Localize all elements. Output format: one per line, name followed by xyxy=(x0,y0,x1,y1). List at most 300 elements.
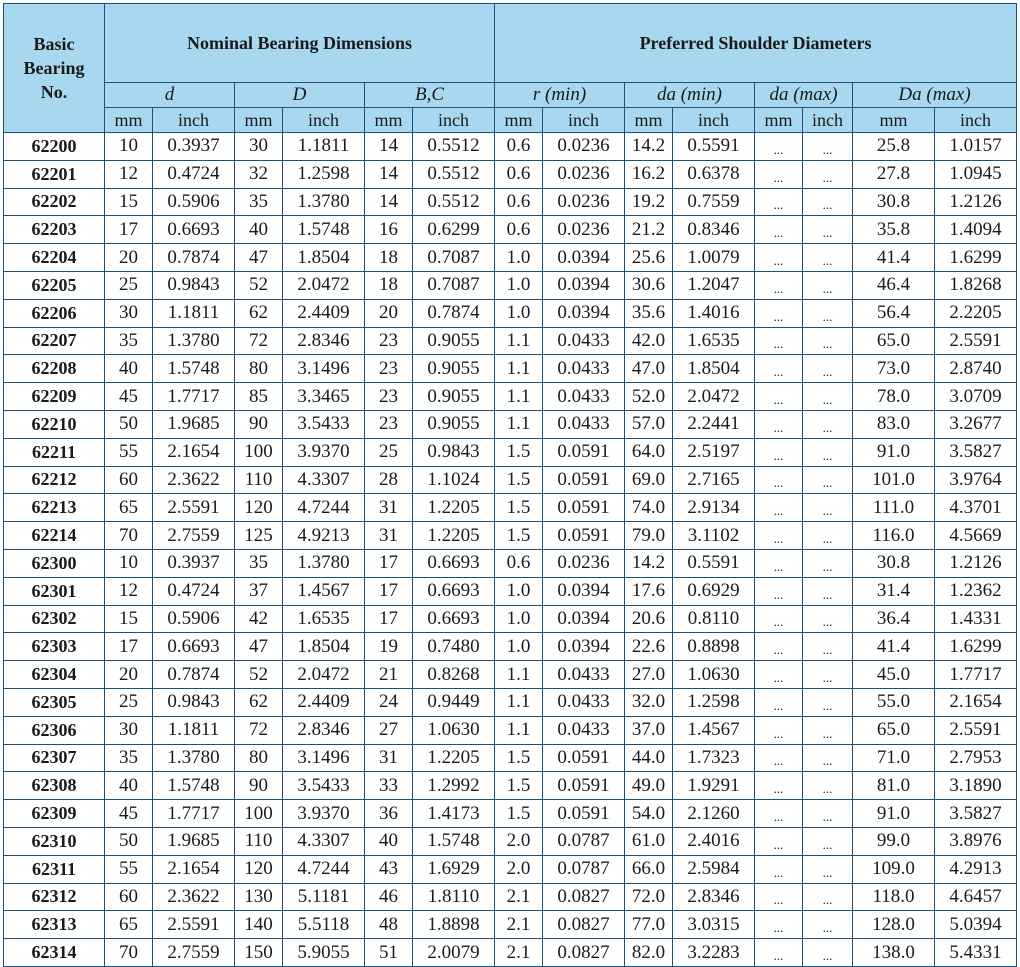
value-cell: 0.0433 xyxy=(543,410,625,438)
value-cell: 31 xyxy=(365,522,413,550)
value-cell: 1.6929 xyxy=(413,855,495,883)
value-cell: 1.6299 xyxy=(935,244,1017,272)
value-cell: 41.4 xyxy=(853,244,935,272)
value-cell: 0.3937 xyxy=(153,133,235,161)
value-cell: 5.9055 xyxy=(283,939,365,967)
value-cell: ... xyxy=(803,494,853,522)
value-cell: 28 xyxy=(365,466,413,494)
value-cell: 20 xyxy=(105,244,153,272)
value-cell: 2.7559 xyxy=(153,522,235,550)
value-cell: 1.0 xyxy=(495,244,543,272)
value-cell: 2.8740 xyxy=(935,355,1017,383)
value-cell: 17 xyxy=(105,216,153,244)
value-cell: ... xyxy=(803,133,853,161)
value-cell: 35 xyxy=(235,188,283,216)
table-row xyxy=(4,244,1017,272)
value-cell: ... xyxy=(755,271,803,299)
value-cell: 37 xyxy=(235,577,283,605)
value-cell: 78.0 xyxy=(853,383,935,411)
value-cell: 2.9134 xyxy=(673,494,755,522)
bearing-number-cell: 62306 xyxy=(4,716,105,744)
value-cell: 118.0 xyxy=(853,883,935,911)
value-cell: 1.3780 xyxy=(153,744,235,772)
bearing-number-cell: 62309 xyxy=(4,800,105,828)
value-cell: 0.6693 xyxy=(153,216,235,244)
value-cell: 1.3780 xyxy=(153,327,235,355)
value-cell: 1.2992 xyxy=(413,772,495,800)
value-cell: 22.6 xyxy=(625,633,673,661)
value-cell: 45.0 xyxy=(853,661,935,689)
value-cell: 16 xyxy=(365,216,413,244)
value-cell: 0.0591 xyxy=(543,466,625,494)
value-cell: ... xyxy=(755,133,803,161)
value-cell: 3.5827 xyxy=(935,800,1017,828)
value-cell: 82.0 xyxy=(625,939,673,967)
value-cell: 0.8110 xyxy=(673,605,755,633)
value-cell: 1.4016 xyxy=(673,299,755,327)
value-cell: 32.0 xyxy=(625,688,673,716)
value-cell: 1.2047 xyxy=(673,271,755,299)
table-row xyxy=(4,438,1017,466)
value-cell: 2.7559 xyxy=(153,939,235,967)
value-cell: 4.5669 xyxy=(935,522,1017,550)
value-cell: 57.0 xyxy=(625,410,673,438)
value-cell: ... xyxy=(803,744,853,772)
value-cell: 4.3307 xyxy=(283,466,365,494)
value-cell: 0.4724 xyxy=(153,160,235,188)
value-cell: 0.0787 xyxy=(543,855,625,883)
value-cell: 0.0591 xyxy=(543,522,625,550)
value-cell: 50 xyxy=(105,410,153,438)
value-cell: 110 xyxy=(235,827,283,855)
table-row xyxy=(4,577,1017,605)
value-cell: 69.0 xyxy=(625,466,673,494)
value-cell: 35 xyxy=(235,549,283,577)
value-cell: 2.0079 xyxy=(413,939,495,967)
basic-bearing-no-label: Basic Bearing No. xyxy=(23,34,85,102)
value-cell: ... xyxy=(755,494,803,522)
nominal-dimensions-header: Nominal Bearing Dimensions xyxy=(105,4,495,83)
value-cell: 1.0 xyxy=(495,633,543,661)
value-cell: 50 xyxy=(105,827,153,855)
value-cell: 1.5748 xyxy=(153,355,235,383)
value-cell: 3.9370 xyxy=(283,438,365,466)
value-cell: 23 xyxy=(365,355,413,383)
value-cell: 0.9843 xyxy=(153,688,235,716)
unit-inch-header: inch xyxy=(283,108,365,133)
value-cell: 0.6 xyxy=(495,133,543,161)
bearing-number-cell: 62200 xyxy=(4,133,105,161)
value-cell: 23 xyxy=(365,410,413,438)
value-cell: 56.4 xyxy=(853,299,935,327)
value-cell: 14.2 xyxy=(625,549,673,577)
value-cell: 1.8504 xyxy=(673,355,755,383)
value-cell: 0.0236 xyxy=(543,216,625,244)
value-cell: 110 xyxy=(235,466,283,494)
bearing-number-cell: 62301 xyxy=(4,577,105,605)
value-cell: 1.1024 xyxy=(413,466,495,494)
table-row xyxy=(4,716,1017,744)
value-cell: 40 xyxy=(105,772,153,800)
value-cell: 0.5906 xyxy=(153,605,235,633)
value-cell: 2.1654 xyxy=(935,688,1017,716)
value-cell: 40 xyxy=(365,827,413,855)
value-cell: 1.1 xyxy=(495,661,543,689)
table-row xyxy=(4,299,1017,327)
value-cell: ... xyxy=(803,800,853,828)
value-cell: ... xyxy=(803,355,853,383)
value-cell: ... xyxy=(755,216,803,244)
value-cell: ... xyxy=(755,355,803,383)
value-cell: 1.1 xyxy=(495,383,543,411)
value-cell: 1.8110 xyxy=(413,883,495,911)
value-cell: 85 xyxy=(235,383,283,411)
value-cell: 1.5 xyxy=(495,772,543,800)
value-cell: 0.7480 xyxy=(413,633,495,661)
value-cell: 52.0 xyxy=(625,383,673,411)
table-row xyxy=(4,494,1017,522)
value-cell: 48 xyxy=(365,911,413,939)
value-cell: 12 xyxy=(105,577,153,605)
value-cell: 1.3780 xyxy=(283,549,365,577)
unit-inch-header: inch xyxy=(413,108,495,133)
value-cell: 36 xyxy=(365,800,413,828)
unit-mm-header: mm xyxy=(365,108,413,133)
value-cell: 0.0827 xyxy=(543,883,625,911)
value-cell: 35.6 xyxy=(625,299,673,327)
value-cell: 0.0787 xyxy=(543,827,625,855)
value-cell: 62 xyxy=(235,299,283,327)
value-cell: 30 xyxy=(235,133,283,161)
value-cell: 2.0472 xyxy=(283,271,365,299)
value-cell: 99.0 xyxy=(853,827,935,855)
value-cell: 4.6457 xyxy=(935,883,1017,911)
table-row xyxy=(4,661,1017,689)
value-cell: 70 xyxy=(105,939,153,967)
value-cell: 65 xyxy=(105,911,153,939)
value-cell: 0.0591 xyxy=(543,744,625,772)
bearing-number-cell: 62213 xyxy=(4,494,105,522)
bearing-number-cell: 62205 xyxy=(4,271,105,299)
value-cell: 120 xyxy=(235,855,283,883)
value-cell: 4.3701 xyxy=(935,494,1017,522)
value-cell: 47.0 xyxy=(625,355,673,383)
value-cell: 25 xyxy=(105,688,153,716)
value-cell: 3.5433 xyxy=(283,410,365,438)
value-cell: 0.9055 xyxy=(413,355,495,383)
value-cell: 42 xyxy=(235,605,283,633)
value-cell: 45 xyxy=(105,383,153,411)
value-cell: 1.6535 xyxy=(673,327,755,355)
unit-mm-header: mm xyxy=(625,108,673,133)
value-cell: 1.1 xyxy=(495,410,543,438)
value-cell: 1.5 xyxy=(495,800,543,828)
bearing-number-cell: 62210 xyxy=(4,410,105,438)
value-cell: 65.0 xyxy=(853,327,935,355)
value-cell: 65.0 xyxy=(853,716,935,744)
bearing-number-cell: 62304 xyxy=(4,661,105,689)
value-cell: 1.3780 xyxy=(283,188,365,216)
value-cell: ... xyxy=(755,244,803,272)
value-cell: 79.0 xyxy=(625,522,673,550)
value-cell: ... xyxy=(803,383,853,411)
value-cell: 0.5591 xyxy=(673,133,755,161)
value-cell: 27.8 xyxy=(853,160,935,188)
value-cell: 2.5197 xyxy=(673,438,755,466)
value-cell: 1.0945 xyxy=(935,160,1017,188)
value-cell: 3.8976 xyxy=(935,827,1017,855)
value-cell: 1.1811 xyxy=(153,716,235,744)
value-cell: 64.0 xyxy=(625,438,673,466)
value-cell: 2.7953 xyxy=(935,744,1017,772)
value-cell: 0.5906 xyxy=(153,188,235,216)
value-cell: 3.5827 xyxy=(935,438,1017,466)
value-cell: ... xyxy=(803,939,853,967)
value-cell: 52 xyxy=(235,271,283,299)
value-cell: 10 xyxy=(105,549,153,577)
value-cell: 1.1 xyxy=(495,327,543,355)
value-cell: 4.3307 xyxy=(283,827,365,855)
value-cell: 3.1890 xyxy=(935,772,1017,800)
value-cell: 0.6693 xyxy=(413,577,495,605)
value-cell: ... xyxy=(755,661,803,689)
value-cell: 1.5748 xyxy=(283,216,365,244)
bearing-number-cell: 62203 xyxy=(4,216,105,244)
bearing-number-cell: 62209 xyxy=(4,383,105,411)
value-cell: 1.2126 xyxy=(935,549,1017,577)
value-cell: 1.6299 xyxy=(935,633,1017,661)
value-cell: 1.2598 xyxy=(283,160,365,188)
value-cell: 0.0591 xyxy=(543,494,625,522)
col-d: d xyxy=(105,83,235,108)
value-cell: 30 xyxy=(105,716,153,744)
value-cell: 19.2 xyxy=(625,188,673,216)
value-cell: ... xyxy=(803,299,853,327)
unit-inch-header: inch xyxy=(673,108,755,133)
value-cell: 2.5984 xyxy=(673,855,755,883)
value-cell: ... xyxy=(755,716,803,744)
value-cell: 20 xyxy=(365,299,413,327)
table-row xyxy=(4,633,1017,661)
value-cell: 0.9055 xyxy=(413,383,495,411)
value-cell: 23 xyxy=(365,383,413,411)
value-cell: 55 xyxy=(105,438,153,466)
bearing-number-cell: 62212 xyxy=(4,466,105,494)
value-cell: 3.9370 xyxy=(283,800,365,828)
value-cell: 100 xyxy=(235,438,283,466)
value-cell: 2.8346 xyxy=(283,327,365,355)
value-cell: 0.0236 xyxy=(543,549,625,577)
value-cell: 1.0630 xyxy=(413,716,495,744)
value-cell: 0.9055 xyxy=(413,327,495,355)
value-cell: 0.6693 xyxy=(413,549,495,577)
table-row xyxy=(4,744,1017,772)
value-cell: 100 xyxy=(235,800,283,828)
value-cell: 18 xyxy=(365,271,413,299)
value-cell: 51 xyxy=(365,939,413,967)
value-cell: 30.8 xyxy=(853,188,935,216)
value-cell: ... xyxy=(803,827,853,855)
value-cell: 70 xyxy=(105,522,153,550)
value-cell: 31 xyxy=(365,494,413,522)
value-cell: 1.1811 xyxy=(153,299,235,327)
value-cell: 2.5591 xyxy=(153,494,235,522)
value-cell: 49.0 xyxy=(625,772,673,800)
value-cell: ... xyxy=(803,216,853,244)
col-D: D xyxy=(235,83,365,108)
value-cell: ... xyxy=(803,688,853,716)
value-cell: 1.5748 xyxy=(413,827,495,855)
value-cell: 37.0 xyxy=(625,716,673,744)
value-cell: 66.0 xyxy=(625,855,673,883)
value-cell: ... xyxy=(755,383,803,411)
value-cell: ... xyxy=(755,438,803,466)
value-cell: 1.0079 xyxy=(673,244,755,272)
value-cell: 2.1654 xyxy=(153,438,235,466)
unit-mm-header: mm xyxy=(853,108,935,133)
value-cell: 15 xyxy=(105,605,153,633)
value-cell: 0.9843 xyxy=(153,271,235,299)
value-cell: 46.4 xyxy=(853,271,935,299)
bearing-dimensions-table xyxy=(3,3,1017,967)
value-cell: ... xyxy=(755,605,803,633)
value-cell: 17.6 xyxy=(625,577,673,605)
value-cell: 1.1 xyxy=(495,716,543,744)
value-cell: 1.5 xyxy=(495,494,543,522)
unit-mm-header: mm xyxy=(235,108,283,133)
value-cell: 27.0 xyxy=(625,661,673,689)
value-cell: 2.1 xyxy=(495,911,543,939)
bearing-number-cell: 62204 xyxy=(4,244,105,272)
preferred-shoulder-header: Preferred Shoulder Diameters xyxy=(495,4,1017,83)
value-cell: 0.8346 xyxy=(673,216,755,244)
value-cell: 72 xyxy=(235,716,283,744)
value-cell: 0.6929 xyxy=(673,577,755,605)
value-cell: 0.6693 xyxy=(413,605,495,633)
value-cell: 3.1102 xyxy=(673,522,755,550)
value-cell: 1.0157 xyxy=(935,133,1017,161)
value-cell: 0.5512 xyxy=(413,188,495,216)
value-cell: 0.9055 xyxy=(413,410,495,438)
value-cell: 24 xyxy=(365,688,413,716)
value-cell: ... xyxy=(755,188,803,216)
value-cell: 25 xyxy=(365,438,413,466)
value-cell: 5.5118 xyxy=(283,911,365,939)
value-cell: ... xyxy=(755,883,803,911)
value-cell: ... xyxy=(803,271,853,299)
value-cell: ... xyxy=(803,605,853,633)
value-cell: 1.8898 xyxy=(413,911,495,939)
table-body xyxy=(4,133,1017,967)
value-cell: 0.0591 xyxy=(543,772,625,800)
value-cell: 31 xyxy=(365,744,413,772)
value-cell: 33 xyxy=(365,772,413,800)
value-cell: 1.8504 xyxy=(283,244,365,272)
value-cell: 1.9685 xyxy=(153,410,235,438)
bearing-number-cell: 62302 xyxy=(4,605,105,633)
value-cell: 2.3622 xyxy=(153,883,235,911)
value-cell: 31.4 xyxy=(853,577,935,605)
value-cell: 0.0394 xyxy=(543,633,625,661)
value-cell: 120 xyxy=(235,494,283,522)
value-cell: 80 xyxy=(235,744,283,772)
bearing-number-cell: 62300 xyxy=(4,549,105,577)
value-cell: 14 xyxy=(365,160,413,188)
value-cell: 1.5 xyxy=(495,522,543,550)
value-cell: 1.1 xyxy=(495,688,543,716)
table-row xyxy=(4,883,1017,911)
value-cell: 21.2 xyxy=(625,216,673,244)
value-cell: 3.0709 xyxy=(935,383,1017,411)
value-cell: 0.9449 xyxy=(413,688,495,716)
value-cell: ... xyxy=(755,160,803,188)
value-cell: 80 xyxy=(235,355,283,383)
value-cell: ... xyxy=(755,911,803,939)
unit-mm-header: mm xyxy=(495,108,543,133)
value-cell: 0.0394 xyxy=(543,271,625,299)
value-cell: 0.0394 xyxy=(543,244,625,272)
value-cell: 2.1260 xyxy=(673,800,755,828)
unit-inch-header: inch xyxy=(153,108,235,133)
value-cell: 17 xyxy=(105,633,153,661)
value-cell: 2.0472 xyxy=(283,661,365,689)
value-cell: 2.5591 xyxy=(935,716,1017,744)
table-row xyxy=(4,466,1017,494)
value-cell: ... xyxy=(803,716,853,744)
bearing-number-cell: 62310 xyxy=(4,827,105,855)
value-cell: 16.2 xyxy=(625,160,673,188)
value-cell: 25.8 xyxy=(853,133,935,161)
value-cell: 5.4331 xyxy=(935,939,1017,967)
value-cell: 138.0 xyxy=(853,939,935,967)
value-cell: 3.9764 xyxy=(935,466,1017,494)
bearing-number-cell: 62313 xyxy=(4,911,105,939)
value-cell: 3.1496 xyxy=(283,744,365,772)
value-cell: 36.4 xyxy=(853,605,935,633)
value-cell: 15 xyxy=(105,188,153,216)
value-cell: 1.5748 xyxy=(153,772,235,800)
value-cell: 0.0433 xyxy=(543,716,625,744)
col-da-min: da (min) xyxy=(625,83,755,108)
value-cell: 0.7087 xyxy=(413,271,495,299)
value-cell: 17 xyxy=(365,605,413,633)
value-cell: 2.1654 xyxy=(153,855,235,883)
value-cell: ... xyxy=(803,466,853,494)
value-cell: 0.0236 xyxy=(543,160,625,188)
value-cell: 0.7874 xyxy=(413,299,495,327)
bearing-number-cell: 62308 xyxy=(4,772,105,800)
value-cell: 1.4567 xyxy=(673,716,755,744)
value-cell: 3.1496 xyxy=(283,355,365,383)
value-cell: 1.2205 xyxy=(413,744,495,772)
value-cell: 55 xyxy=(105,855,153,883)
value-cell: 42.0 xyxy=(625,327,673,355)
value-cell: ... xyxy=(803,577,853,605)
value-cell: ... xyxy=(803,188,853,216)
bearing-number-cell: 62207 xyxy=(4,327,105,355)
value-cell: 21 xyxy=(365,661,413,689)
value-cell: 19 xyxy=(365,633,413,661)
table-row xyxy=(4,605,1017,633)
value-cell: 14 xyxy=(365,188,413,216)
value-cell: ... xyxy=(803,661,853,689)
value-cell: 0.6 xyxy=(495,549,543,577)
value-cell: 46 xyxy=(365,883,413,911)
value-cell: 0.7087 xyxy=(413,244,495,272)
value-cell: 14.2 xyxy=(625,133,673,161)
value-cell: ... xyxy=(803,855,853,883)
value-cell: 0.0827 xyxy=(543,911,625,939)
